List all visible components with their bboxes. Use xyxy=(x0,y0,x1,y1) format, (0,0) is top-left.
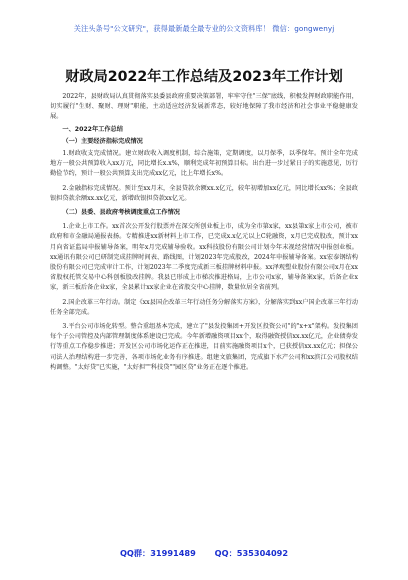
paragraph-finance: 2.金融指标完成情况。预计至xx月末，全县贷款余额xx.x亿元，较年初增加xx亿元，同比增长xx%；全县政银担贷款余额xx.xx亿元，新增政银担贷款xx亿元。 xyxy=(50,184,358,202)
paragraph-soe-reform: 2.国企改革三年行动。制定《xx县国企改革三年行动任务分解落实方案》，分解落实到xx户国企改革三年行动任务全部完成。 xyxy=(50,298,358,316)
paragraph-platform: 3.平台公司市场化转型。整合重组基本完成，建立了"县发投集团+开发区投资公司"的"x+x"架构。发投集团每个子公司管控及内部管理制度体系建设已完成。今年新增融资项目xx个，取得融资授信xx.xx亿元，企业债券发行等重点工作稳步推进；开发区公司市场化运作正在推进，目前实施融资项目x个，已获授信xx.xx亿元；担保公司法人治理结构进一步完善，各项市场化业务有序推进。组建文旅集团，完成旗下水产公司和xx滨江公司股权结构调整。"太好贷"已实施，"太好担""科技贷""园区贷"业务正在逐个推进。 xyxy=(50,323,358,371)
subsection-heading-2: （二）县委、县政府考核调度重点工作情况 xyxy=(62,209,180,217)
paragraph-fiscal: 1.财政收支完成情况。建立财政收入调度机制，综合施策，定期调度，以月保季，以季保年。预计全年完成地方一般公共预算收入xx万元，同比增长x.x%，顺利完成年初预算目标。出台进一步过紧日子的实施意见，厉行勤俭节约，预计一般公共预算支出完成xx亿元，比上年增长x%。 xyxy=(50,150,358,178)
paragraph-listing: 1.企业上市工作。xx首次公开发行股票并在深交所创业板上市，成为全市第x家，xx县第x家上市公司，被市政府和市金融局通报表扬。专精推进xx新材料上市工作，已完成x.x亿元以上C轮融资，x月已完成股改，预计xx月向省证监局申报辅导备案，明年x月完成辅导验收。xx科技股份有限公司计划今年末视经营情况申报创业板。xx通讯有限公司已研制完成挂牌时间表、路线图，计划2023年完成股改，2024年申报辅导备案。xx宏泰钢结构股份有限公司已完成审计工作，计划2023年二季度完成新三板挂牌材料申报。xx泽观塑业股份有限公司x月在xx省股权托管交易中心科创板股改挂牌。我县已形成上市梯次推进格局，上市公司x家，辅导备案x家，后备企业x家，新三板后备企业x家，全县累计xx家企业在省股交中心挂牌，数量位居全省前列。 xyxy=(50,223,358,292)
qq-group: QQ群：31991489 xyxy=(119,548,196,558)
document-title: 财政局2022年工作总结及2023年工作计划 xyxy=(65,69,343,85)
document-body xyxy=(50,92,358,373)
header-banner: 关注头条号"公文研究"，获得最新最全最专业的公文资料库！ 微信：gongwenyj xyxy=(73,24,335,33)
intro-paragraph: 2022年，县财政局认真贯彻落实县委县政府重要决策部署，牢牢守住"三保"底线，积极发挥财政职能作用，切实履行"生财、聚财、理财"职能，主动适应经济发展新常态，较好地保障了我市经济和社会事业平稳健康发展。 xyxy=(50,93,358,121)
section-heading: 一、2022年工作总结 xyxy=(62,125,123,133)
qq-number: QQ：535304092 xyxy=(214,548,289,558)
footer-contact xyxy=(0,548,408,559)
subsection-heading-1: （一）主要经济指标完成情况 xyxy=(62,137,143,145)
